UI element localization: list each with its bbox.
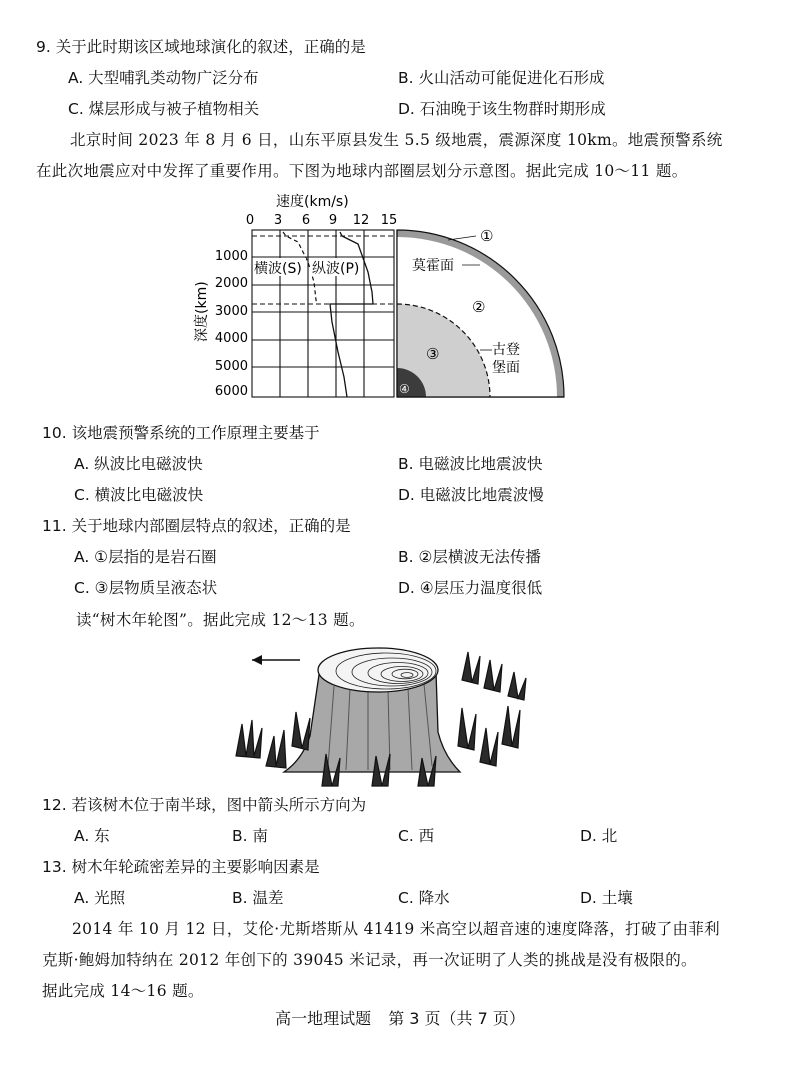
depth-tick-4000: 4000	[214, 331, 248, 346]
q11-option-a: A. ①层指的是岩石圈	[74, 548, 217, 566]
layer-4-label: ④	[399, 382, 410, 396]
moho-label: 莫霍面	[412, 258, 454, 274]
q9-option-a: A. 大型哺乳类动物广泛分布	[68, 69, 259, 87]
speed-tick-9: 9	[328, 213, 338, 228]
footer-page-number: 第 3 页（共 7 页）	[388, 1009, 525, 1028]
q9-stem: 9. 关于此时期该区域地球演化的叙述，正确的是	[36, 38, 366, 56]
q13-stem: 13. 树木年轮疏密差异的主要影响因素是	[42, 858, 320, 876]
q10-stem: 10. 该地震预警系统的工作原理主要基于	[42, 424, 320, 442]
q9-option-c: C. 煤层形成与被子植物相关	[68, 100, 260, 118]
speed-tick-6: 6	[301, 213, 311, 228]
q10-option-d: D. 电磁波比地震波慢	[398, 486, 544, 504]
tree-ring-figure	[222, 636, 542, 788]
q13-option-d: D. 土壤	[580, 889, 633, 907]
layer-2-label: ②	[472, 298, 486, 316]
page-footer	[0, 1006, 800, 1029]
depth-axis-title: 深度(km)	[194, 281, 210, 342]
layer-1-label: ①	[480, 227, 494, 245]
s-wave-label: 横波(S)	[254, 261, 302, 277]
intro-14-16-line2: 克斯·鲍姆加特纳在 2012 年创下的 39045 米记录，再一次证明了人类的挑战是没有极限的。	[42, 951, 697, 969]
intro-10-11-line2: 在此次地震应对中发挥了重要作用。下图为地球内部圈层划分示意图。据此完成 10～11 题。	[36, 162, 688, 180]
q13-option-b: B. 温差	[232, 889, 284, 907]
q12-option-a: A. 东	[74, 827, 110, 845]
depth-tick-2000: 2000	[214, 276, 248, 291]
q12-option-d: D. 北	[580, 827, 618, 845]
earth-interior-figure	[190, 192, 570, 404]
q12-option-b: B. 南	[232, 827, 268, 845]
depth-tick-1000: 1000	[214, 249, 248, 264]
q11-stem: 11. 关于地球内部圈层特点的叙述，正确的是	[42, 517, 351, 535]
depth-tick-5000: 5000	[214, 359, 248, 374]
q10-option-a: A. 纵波比电磁波快	[74, 455, 203, 473]
layer-3-label: ③	[426, 345, 440, 363]
direction-arrow	[252, 655, 300, 665]
speed-tick-3: 3	[273, 213, 283, 228]
intro-14-16-line3: 据此完成 14～16 题。	[42, 982, 204, 1000]
q10-option-c: C. 横波比电磁波快	[74, 486, 204, 504]
speed-tick-15: 15	[380, 213, 398, 228]
q9-option-d: D. 石油晚于该生物群时期形成	[398, 100, 606, 118]
footer-course: 高一地理试题	[275, 1009, 372, 1028]
q9-option-b: B. 火山活动可能促进化石形成	[398, 69, 605, 87]
depth-tick-3000: 3000	[214, 304, 248, 319]
q10-option-b: B. 电磁波比地震波快	[398, 455, 543, 473]
q12-option-c: C. 西	[398, 827, 435, 845]
intro-12-13: 读“树木年轮图”。据此完成 12～13 题。	[76, 611, 365, 629]
q13-option-c: C. 降水	[398, 889, 450, 907]
speed-tick-0: 0	[245, 213, 255, 228]
speed-axis-title: 速度(km/s)	[276, 194, 349, 210]
intro-10-11-line1: 北京时间 2023 年 8 月 6 日，山东平原县发生 5.5 级地震，震源深度 10km。地震预警系统	[70, 131, 723, 149]
q11-option-c: C. ③层物质呈液态状	[74, 579, 218, 597]
q11-option-b: B. ②层横波无法传播	[398, 548, 541, 566]
q11-option-d: D. ④层压力温度很低	[398, 579, 543, 597]
p-wave-label: 纵波(P)	[312, 261, 360, 277]
speed-tick-12: 12	[352, 213, 370, 228]
q12-stem: 12. 若该树木位于南半球，图中箭头所示方向为	[42, 796, 367, 814]
gutenberg-label-2: 堡面	[492, 360, 520, 376]
depth-tick-6000: 6000	[214, 384, 248, 399]
gutenberg-label-1: 古登	[492, 342, 520, 358]
intro-14-16-line1: 2014 年 10 月 12 日，艾伦·尤斯塔斯从 41419 米高空以超音速的速度降落，打破了由菲利	[72, 920, 720, 938]
q13-option-a: A. 光照	[74, 889, 126, 907]
